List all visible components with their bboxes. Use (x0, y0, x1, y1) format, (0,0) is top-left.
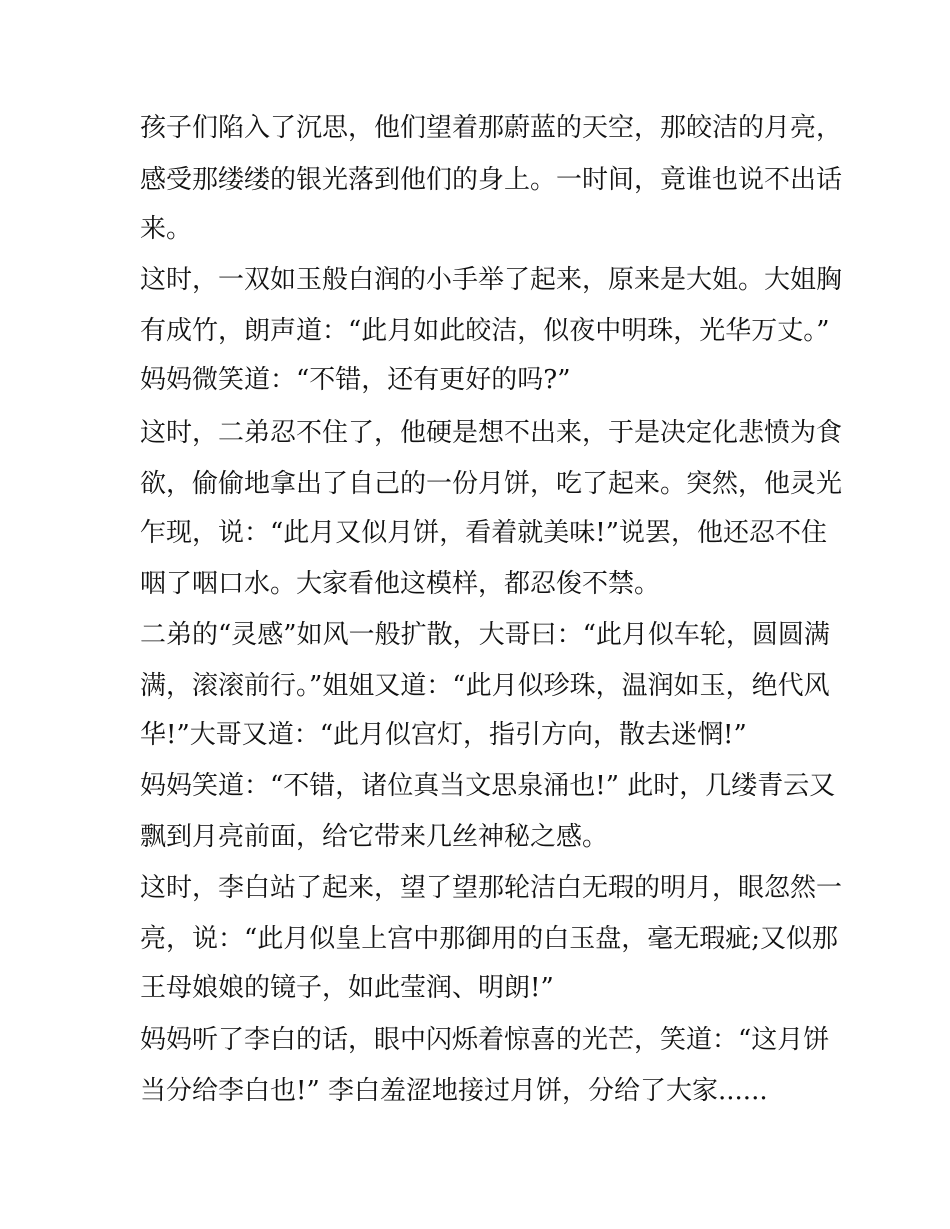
text-line-15: 飘到月亮前面，给它带来几丝神秘之感。 (140, 822, 609, 852)
text-line-3: 来。 (140, 214, 193, 244)
text-line-2: 感受那缕缕的银光落到他们的身上。一时间，竟谁也说不出话 (140, 165, 843, 195)
text-line-17: 亮，说：“此月似皇上宫中那御用的白玉盘，毫无瑕疵;又似那 (140, 924, 839, 954)
text-line-10: 咽了咽口水。大家看他这模样，都忍俊不禁。 (140, 569, 661, 599)
text-line-1: 孩子们陷入了沉思，他们望着那蔚蓝的天空，那皎洁的月亮， (140, 113, 843, 143)
text-line-6: 妈妈微笑道：“不错，还有更好的吗?” (140, 365, 571, 395)
text-line-7: 这时，二弟忍不住了，他硬是想不出来，于是决定化悲愤为食 (140, 418, 843, 448)
text-line-14: 妈妈笑道：“不错，诸位真当文思泉涌也!” 此时，几缕青云又 (140, 771, 836, 801)
text-line-5: 有成竹，朗声道：“此月如此皎洁，似夜中明珠，光华万丈。” (140, 316, 830, 346)
text-line-19: 妈妈听了李白的话，眼中闪烁着惊喜的光芒，笑道：“这月饼 (140, 1025, 830, 1055)
text-line-12: 满，滚滚前行。”姐姐又道：“此月似珍珠，温润如玉，绝代风 (140, 671, 830, 701)
text-line-8: 欲，偷偷地拿出了自己的一份月饼，吃了起来。突然，他灵光 (140, 469, 843, 499)
text-line-11: 二弟的“灵感”如风一般扩散，大哥曰：“此月似车轮，圆圆满 (140, 620, 830, 650)
text-line-16: 这时，李白站了起来，望了望那轮洁白无瑕的明月，眼忽然一 (140, 873, 843, 903)
text-line-20: 当分给李白也!” 李白羞涩地接过月饼，分给了大家...... (140, 1076, 768, 1106)
text-line-9: 乍现，说：“此月又似月饼，看着就美味!”说罢，他还忍不住 (140, 518, 828, 548)
text-line-4: 这时，一双如玉般白润的小手举了起来，原来是大姐。大姐胸 (140, 265, 843, 295)
text-line-18: 王母娘娘的镜子，如此莹润、明朗!” (140, 973, 554, 1003)
text-line-13: 华!”大哥又道：“此月似宫灯，指引方向，散去迷惘!” (140, 720, 747, 750)
